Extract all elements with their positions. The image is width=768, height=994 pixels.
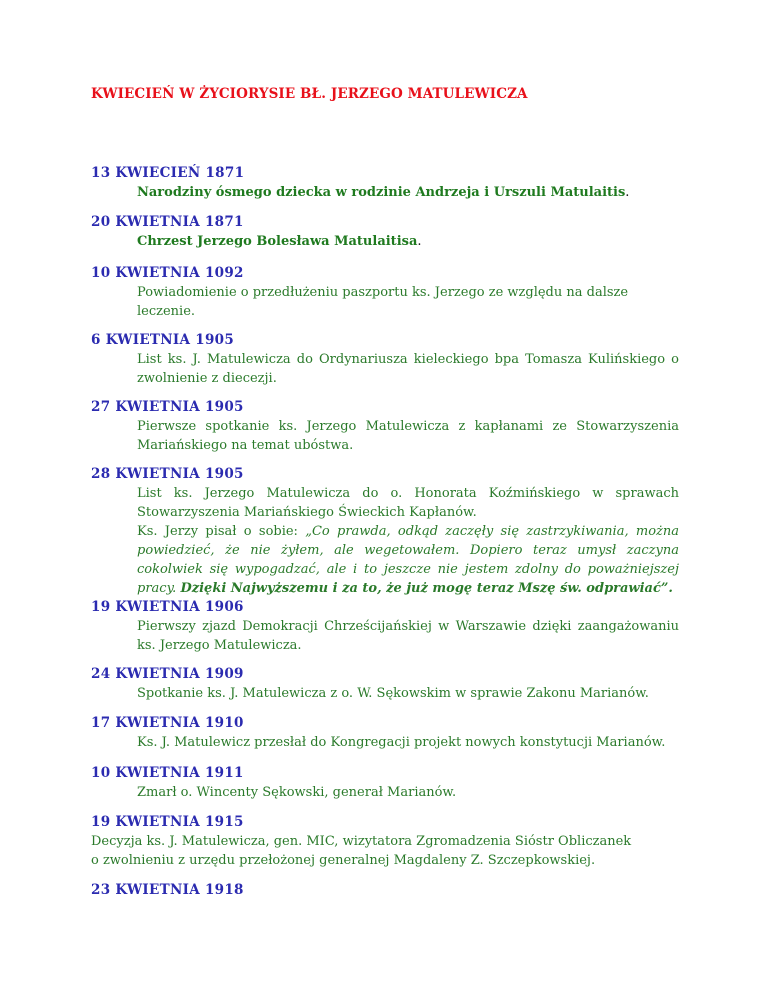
entry-text bbox=[91, 832, 679, 870]
entry-paragraph: Spotkanie ks. J. Matulewicza z o. W. Sękowskim w sprawie Zakonu Marianów. bbox=[137, 686, 649, 701]
timeline-entry bbox=[91, 764, 679, 802]
timeline-entry bbox=[91, 264, 679, 321]
entry-paragraph-line2: o zwolnieniu z urzędu przełożonej generalnej Magdaleny Z. Szczepkowskiej. bbox=[91, 853, 596, 868]
entry-text bbox=[137, 684, 679, 703]
entry-quote-intro: Ks. Jerzy pisał o sobie: bbox=[137, 524, 306, 539]
timeline-entry bbox=[91, 598, 679, 655]
entry-text bbox=[137, 783, 679, 802]
entry-text bbox=[137, 484, 679, 598]
entry-text bbox=[137, 350, 679, 388]
entry-date: 17 KWIETNIA 1910 bbox=[91, 715, 244, 731]
entry-date: 6 KWIETNIA 1905 bbox=[91, 332, 235, 348]
timeline-entry bbox=[91, 213, 679, 251]
entry-text bbox=[137, 733, 679, 752]
entry-date: 27 KWIETNIA 1905 bbox=[91, 399, 244, 415]
entry-text bbox=[137, 417, 679, 455]
timeline-entry bbox=[91, 714, 679, 752]
entry-paragraph: Powiadomienie o przedłużeniu paszportu ks. Jerzego ze względu na dalsze leczenie. bbox=[137, 285, 629, 319]
entry-paragraph: Ks. J. Matulewicz przesłał do Kongregacji projekt nowych konstytucji Marianów. bbox=[137, 735, 666, 750]
entry-text bbox=[137, 183, 679, 202]
entry-paragraph: Pierwsze spotkanie ks. Jerzego Matulewicza z kapłanami ze Stowarzyszenia Mariańskiego na temat ubóstwa. bbox=[137, 419, 679, 453]
entry-date: 10 KWIETNIA 1092 bbox=[91, 265, 244, 281]
timeline-entry bbox=[91, 665, 679, 703]
entry-text bbox=[137, 617, 679, 655]
entry-highlight: Chrzest Jerzego Bolesława Matulaitisa bbox=[137, 234, 418, 249]
entry-quote: „Co prawda, odkąd zaczęły się zastrzykiwania, można powiedzieć, że nie żyłem, ale wegetowałem. Dopiero teraz umysł zaczyna cokolwiek się wypogadzać, ale i to jeszcze nie jestem zdolny do poważniejszej pracy. bbox=[137, 524, 679, 596]
entry-date: 19 KWIETNIA 1915 bbox=[91, 814, 244, 830]
entry-paragraph: List ks. J. Matulewicza do Ordynariusza kieleckiego bpa Tomasza Kulińskiego o zwolnienie z diecezji. bbox=[137, 352, 679, 386]
entry-quote-emphasis: Dzięki Najwyższemu i za to, że już mogę teraz Mszę św. odprawiać bbox=[180, 581, 661, 596]
entry-highlight: Narodziny ósmego dziecka w rodzinie Andrzeja i Urszuli Matulaitis bbox=[137, 185, 626, 200]
entry-suffix: . bbox=[625, 185, 630, 200]
entry-paragraph: Pierwszy zjazd Demokracji Chrześcijańskiej w Warszawie dzięki zaangażowaniu ks. Jerzego Matulewicza. bbox=[137, 619, 679, 653]
entry-quote-paragraph bbox=[137, 522, 679, 598]
entry-text bbox=[137, 232, 679, 251]
entry-date: 24 KWIETNIA 1909 bbox=[91, 666, 244, 682]
entry-date: 28 KWIETNIA 1905 bbox=[91, 466, 244, 482]
entry-text bbox=[137, 283, 679, 321]
entry-paragraph: List ks. Jerzego Matulewicza do o. Honorata Koźmińskiego w sprawach Stowarzyszenia Mariańskiego Świeckich Kapłanów. bbox=[137, 486, 679, 520]
timeline-entry bbox=[91, 881, 679, 900]
entry-date: 13 KWIECIEŃ 1871 bbox=[91, 165, 245, 181]
timeline-entry bbox=[91, 465, 679, 598]
entry-suffix: . bbox=[417, 234, 422, 249]
timeline-entry bbox=[91, 331, 679, 388]
entry-date: 23 KWIETNIA 1918 bbox=[91, 882, 244, 898]
page-title: KWIECIEŃ W ŻYCIORYSIE BŁ. JERZEGO MATULEWICZA bbox=[91, 86, 528, 102]
entry-date: 19 KWIETNIA 1906 bbox=[91, 599, 244, 615]
entry-quote-end: ”. bbox=[660, 581, 673, 596]
entry-date: 20 KWIETNIA 1871 bbox=[91, 214, 244, 230]
timeline-entry bbox=[91, 398, 679, 455]
entry-paragraph-line1: Decyzja ks. J. Matulewicza, gen. MIC, wizytatora Zgromadzenia Sióstr Obliczanek bbox=[91, 834, 632, 849]
timeline-entry bbox=[91, 813, 679, 870]
entry-paragraph: Zmarł o. Wincenty Sękowski, generał Marianów. bbox=[137, 785, 457, 800]
entry-date: 10 KWIETNIA 1911 bbox=[91, 765, 244, 781]
timeline-entry bbox=[91, 164, 679, 202]
